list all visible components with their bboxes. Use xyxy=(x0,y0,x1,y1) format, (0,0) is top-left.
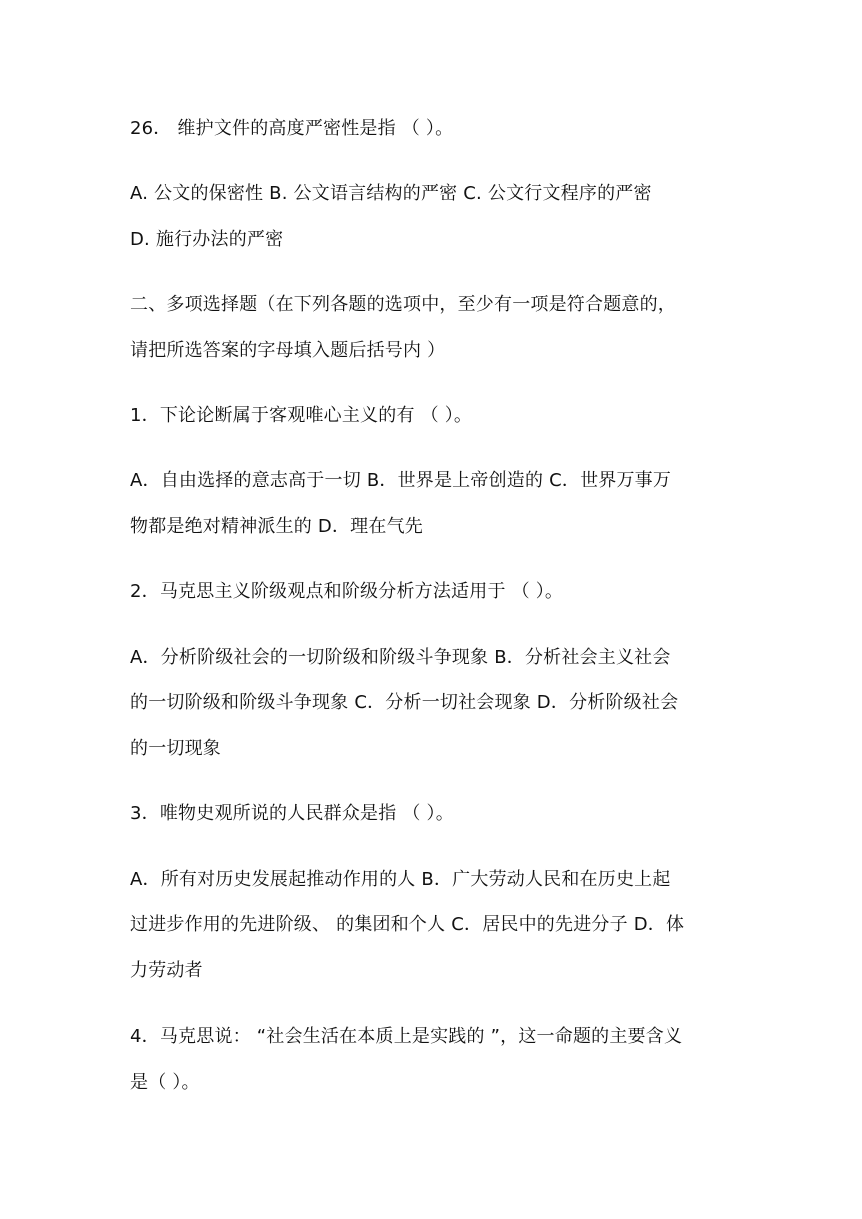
question-1: 1．下论论断属于客观唯心主义的有 （ ）。 xyxy=(130,405,473,426)
question-3-options-line-1: A．所有对历史发展起推动作用的人 B．广大劳动人民和在历史上起 xyxy=(130,869,671,890)
question-2-options-line-3: 的一切现象 xyxy=(130,738,221,759)
section-heading-multiple-choice: 二、多项选择题（在下列各题的选项中，至少有一项是符合题意的， xyxy=(130,294,676,315)
question-2: 2．马克思主义阶级观点和阶级分析方法适用于 （ ）。 xyxy=(130,581,564,602)
question-1-options-line-2: 物都是绝对精神派生的 D．理在气先 xyxy=(130,516,423,537)
question-3-options-line-3: 力劳动者 xyxy=(130,960,203,981)
question-26-options-line-2: D. 施行办法的严密 xyxy=(130,229,284,250)
question-2-options-line-2: 的一切阶级和阶级斗争现象 C．分析一切社会现象 D．分析阶级社会 xyxy=(130,692,679,713)
question-1-options-line-1: A．自由选择的意志高于一切 B．世界是上帝创造的 C．世界万事万 xyxy=(130,470,672,491)
question-3: 3．唯物史观所说的人民群众是指 （ ）。 xyxy=(130,803,454,824)
question-2-options-line-1: A．分析阶级社会的一切阶级和阶级斗争现象 B．分析社会主义社会 xyxy=(130,647,671,668)
question-4: 4．马克思说： “社会生活在本质上是实践的 ”，这一命题的主要含义 xyxy=(130,1026,683,1047)
question-26-options-line-1: A. 公文的保密性 B. 公文语言结构的严密 C. 公文行文程序的严密 xyxy=(130,183,652,204)
section-heading-multiple-choice-cont: 请把所选答案的字母填入题后括号内 ） xyxy=(130,340,446,361)
question-26: 26． 维护文件的高度严密性是指 （ ）。 xyxy=(130,118,454,139)
question-4-cont: 是（ ）。 xyxy=(130,1072,200,1093)
question-3-options-line-2: 过进步作用的先进阶级、 的集团和个人 C．居民中的先进分子 D．体 xyxy=(130,914,685,935)
